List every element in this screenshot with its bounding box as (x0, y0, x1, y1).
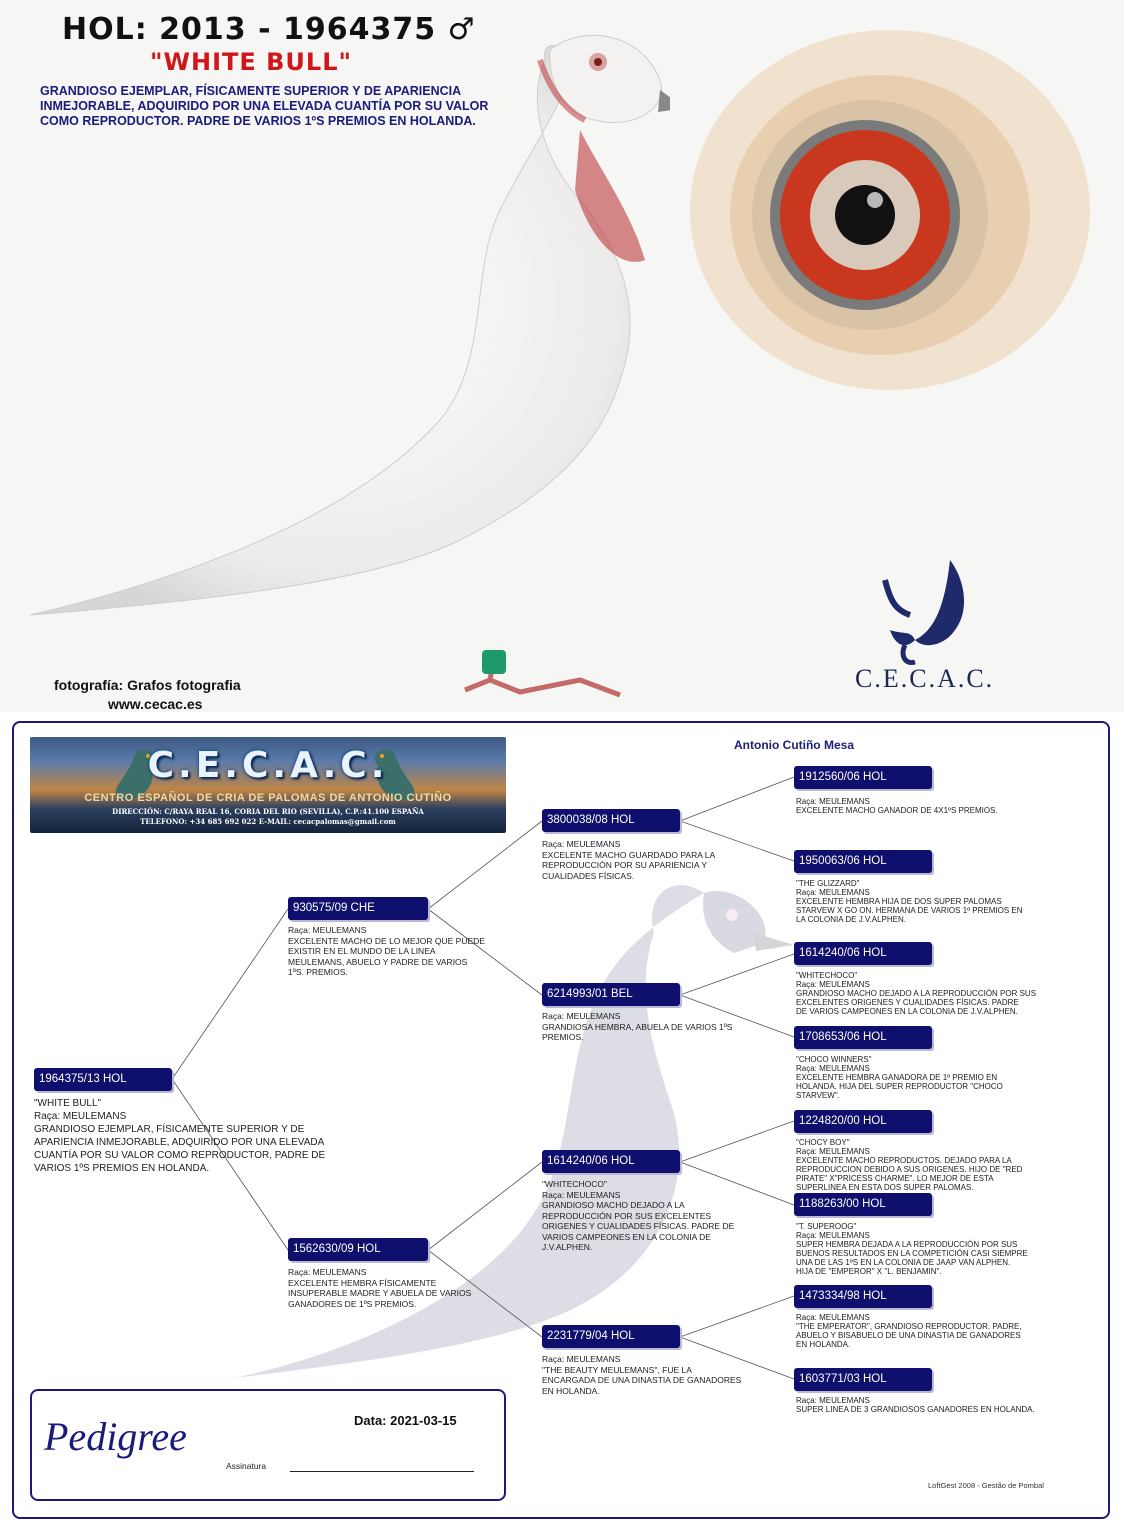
signature-box (30, 1389, 506, 1501)
info-line: EXCELENTE MACHO GUARDADO PARA LA (542, 849, 716, 860)
info-line: INSUPERABLE MADRE Y ABUELA DE VARIOS (288, 1288, 472, 1298)
banner-subtitle: CENTRO ESPAÑOL DE CRIA DE PALOMAS DE ANTONIO CUTIÑO (84, 792, 452, 804)
info-line: EXISTIR EN EL MUNDO DE LA LINEA (288, 946, 436, 956)
gg1-ring-box: 1912560/06 HOL (794, 766, 932, 789)
info-line: CUALIDADES FÍSICAS. (542, 870, 635, 881)
sire-ring-box: 930575/09 CHE (288, 897, 428, 920)
info-line: EXCELENTE MACHO REPRODUCTOS. DEJADO PARA LA (796, 1156, 1012, 1165)
signature-line[interactable] (290, 1471, 474, 1472)
photo-credit: fotografía: Grafos fotografia (54, 677, 241, 693)
info-line: GRANDIOSO MACHO DEJADO A LA (542, 1200, 685, 1210)
info-line: 1ºS. PREMIOS. (288, 967, 348, 977)
info-line: "THE GLIZZARD" (796, 879, 860, 888)
gg6-ring-box: 1188263/00 HOL (794, 1193, 932, 1216)
info-line: REPRODUCCION DEBIDO A SUS ORIGENES. HIJO DE "RED (796, 1165, 1023, 1174)
info-line: MEULEMANS, ABUELO Y PADRE DE VARIOS (288, 956, 468, 967)
pedigree-document (12, 721, 1110, 1519)
info-line: J.V.ALPHEN. (542, 1242, 593, 1252)
main-title: HOL: 2013 - 1964375 ♂ (62, 12, 476, 47)
gg5-info (796, 1138, 1096, 1192)
dam-dam-info (542, 1354, 772, 1396)
info-line: "THE BEAUTY MEULEMANS", FUE LA (542, 1364, 692, 1375)
info-line: Raça: MEULEMANS (796, 888, 870, 897)
pedigree-date: Data: 2021-03-15 (354, 1413, 457, 1428)
info-line: Raça: MEULEMANS (542, 1189, 621, 1200)
info-line: GRANDIOSO EJEMPLAR, FÍSICAMENTE SUPERIOR Y DE (34, 1124, 305, 1135)
info-line: STARVEW X GO ON. HERMANA DE VARIOS 1º PREMIOS EN (796, 906, 1023, 915)
info-line: Raça: MEULEMANS (34, 1111, 127, 1122)
info-line: Raça: MEULEMANS (796, 1396, 870, 1405)
sire-dam-ring-box: 6214993/01 BEL (542, 983, 680, 1006)
info-line: EXCELENTE HEMBRA GANADORA DE 1º PREMIO EN (796, 1073, 998, 1082)
info-line: SUPERLINEA EN ESTA DOS SUPER PALOMAS. (796, 1183, 974, 1192)
info-line: HOLANDA. HIJA DEL SUPER REPRODUCTOR "CHOCO (796, 1082, 1003, 1091)
info-line: REPRODUCCIÓN POR SU APARIENCIA Y (542, 860, 707, 870)
info-line: Raça: MEULEMANS (542, 1011, 621, 1021)
info-line: EXCELENTES ORIGENES Y CUALIDADES FÍSICAS. PADRE (796, 998, 1019, 1007)
gg1-info (796, 797, 1096, 815)
info-line: UNA DE LAS 1ºS EN LA COLONIA DE JAAP VAN ALPHEN. (796, 1258, 1011, 1267)
info-line: PREMIOS. (542, 1032, 584, 1042)
info-line: APARIENCIA INMEJORABLE, ADQUIRIDO POR UNA ELEVADA (34, 1137, 325, 1148)
sire-dam-info (542, 1011, 772, 1043)
info-line: "THE EMPERATOR", GRANDIOSO REPRODUCTOR. PADRE, (796, 1322, 1022, 1331)
info-line: PIRATE" X"PRICESS CHARME". LO MEJOR DE ESTA (796, 1174, 994, 1183)
gg4-ring-box: 1708653/06 HOL (794, 1026, 932, 1049)
info-line: VARIOS CAMPEONES EN LA COLONIA DE (542, 1231, 711, 1242)
info-line: Raça: MEULEMANS (796, 1231, 870, 1240)
info-line: "WHITE BULL" (34, 1098, 102, 1109)
info-line: Raça: MEULEMANS (288, 1267, 367, 1277)
pigeon-description: GRANDIOSO EJEMPLAR, FÍSICAMENTE SUPERIOR Y DE APARIENCIA INMEJORABLE, ADQUIRIDO POR UNA ELEVADA CUANTÍA POR SU VALOR COMO REPRODUCTOR. PADRE DE VARIOS 1ºS PREMIOS EN HOLANDA. (40, 84, 489, 128)
eye-closeup-photo (670, 20, 1090, 400)
gg3-info (796, 971, 1096, 1016)
signature-label: Assinatura (226, 1461, 267, 1471)
pigeon-nickname: "WHITE BULL" (150, 48, 352, 76)
info-line: Raça: MEULEMANS (542, 1354, 621, 1364)
info-line: ORIGENES Y CUALIDADES FÍSICAS. PADRE DE (542, 1221, 735, 1231)
info-line: "WHITECHOCO" (796, 971, 858, 980)
dam-dam-ring-box: 2231779/04 HOL (542, 1325, 680, 1348)
info-line: GRANDIOSO MACHO DEJADO A LA REPRODUCCIÓN POR SUS (796, 989, 1037, 998)
info-line: Raça: MEULEMANS (288, 925, 367, 935)
info-line: EXCELENTE HEMBRA FÍSICAMENTE (288, 1277, 437, 1288)
dam-sire-ring-box: 1614240/06 HOL (542, 1150, 680, 1173)
info-line: EXCELENTE HEMBRA HIJA DE DOS SUPER PALOMAS (796, 897, 1002, 906)
gg5-ring-box: 1224820/00 HOL (794, 1110, 932, 1133)
sire-info (288, 925, 518, 978)
info-line: Raça: MEULEMANS (796, 1313, 870, 1322)
info-line: LA COLONIA DE J.V.ALPHEN. (796, 915, 906, 924)
info-line: EXCELENTE MACHO GANADOR DE 4X1ºS PREMIOS. (796, 806, 998, 815)
info-line: ENCARGADA DE UNA DINASTIA DE GANADORES (542, 1375, 742, 1385)
info-line: Raça: MEULEMANS (796, 1064, 870, 1073)
gg4-info (796, 1055, 1096, 1100)
info-line: "T. SUPEROOG" (796, 1222, 857, 1231)
dam-sire-info (542, 1179, 772, 1253)
dam-ring-box: 1562630/09 HOL (288, 1238, 428, 1261)
sire-sire-info (542, 839, 772, 881)
info-line: Raça: MEULEMANS (796, 797, 870, 806)
info-line: SUPER HEMBRA DEJADA A LA REPRODUCCIÓN POR SUS (796, 1240, 1018, 1249)
gg7-ring-box: 1473334/98 HOL (794, 1285, 932, 1308)
info-line: DE VARIOS CAMPEONES EN LA COLONIA DE J.V.ALPHEN. (796, 1007, 1018, 1016)
info-line: Raça: MEULEMANS (542, 839, 621, 849)
photo-section (0, 0, 1124, 712)
info-line: VARIOS 1ºS PREMIOS EN HOLANDA. (34, 1163, 210, 1174)
banner-contact: TELEFONO: +34 685 692 022 E-MAIL: cecacpalomas@gmail.com (140, 817, 396, 826)
info-line: "WHITECHOCO" (542, 1179, 608, 1189)
dam-info (288, 1267, 518, 1309)
gg8-info (796, 1396, 1096, 1414)
info-line: GANADORES DE 1ºS PREMIOS. (288, 1298, 417, 1309)
info-line: SUPER LINEA DE 3 GRANDIOSOS GANADORES EN HOLANDA. (796, 1405, 1035, 1414)
info-line: EN HOLANDA. (542, 1385, 600, 1396)
info-line: STARVEW". (796, 1091, 840, 1100)
info-line: Raça: MEULEMANS (796, 1147, 870, 1156)
pedigree-script-title: Pedigree (44, 1414, 187, 1459)
software-credit: LoftGest 2008 - Gestão de Pombal (928, 1481, 1044, 1490)
brand-name: C.E.C.A.C. (855, 664, 995, 693)
subject-info (34, 1097, 354, 1175)
website-link[interactable]: www.cecac.es (108, 696, 203, 712)
info-line: HIJA DE "EMPEROR" X "L. BENJAMIN". (796, 1267, 942, 1276)
info-line: CUANTÍA POR SU VALOR COMO REPRODUCTOR, PADRE DE (34, 1150, 326, 1161)
info-line: Raça: MEULEMANS (796, 980, 870, 989)
sire-sire-ring-box: 3800038/08 HOL (542, 809, 680, 832)
banner-address: DIRECCIÓN: C/RAYA REAL 16, CORIA DEL RIO (SEVILLA), C.P.:41.100 ESPAÑA (112, 807, 424, 816)
info-line: "CHOCO WINNERS" (796, 1055, 872, 1064)
info-line: ABUELO Y BISABUELO DE UNA DINASTIA DE GANADORES (796, 1331, 1021, 1340)
gg8-ring-box: 1603771/03 HOL (794, 1368, 932, 1391)
gg7-info (796, 1313, 1096, 1349)
info-line: REPRODUCCIÓN POR SUS EXCELENTES (542, 1210, 712, 1221)
banner-title: C.E.C.A.C. (147, 745, 389, 786)
info-line: EN HOLANDA. (796, 1340, 851, 1349)
gg2-ring-box: 1950063/06 HOL (794, 850, 932, 873)
info-line: "CHOCY BOY" (796, 1138, 850, 1147)
breeder-name: Antonio Cutiño Mesa (734, 738, 854, 752)
gg2-info (796, 879, 1096, 924)
gg6-info (796, 1222, 1096, 1276)
info-line: BUENOS RESULTADOS EN LA COMPETICIÓN CASI SIEMPRE (796, 1249, 1028, 1258)
info-line: EXCELENTE MACHO DE LO MEJOR QUE PUEDE (288, 935, 485, 946)
gg3-ring-box: 1614240/06 HOL (794, 942, 932, 965)
info-line: GRANDIOSA HEMBRA, ABUELA DE VARIOS 1ºS (542, 1021, 733, 1032)
cecac-banner (30, 737, 506, 833)
subject-ring-box: 1964375/13 HOL (34, 1068, 172, 1091)
